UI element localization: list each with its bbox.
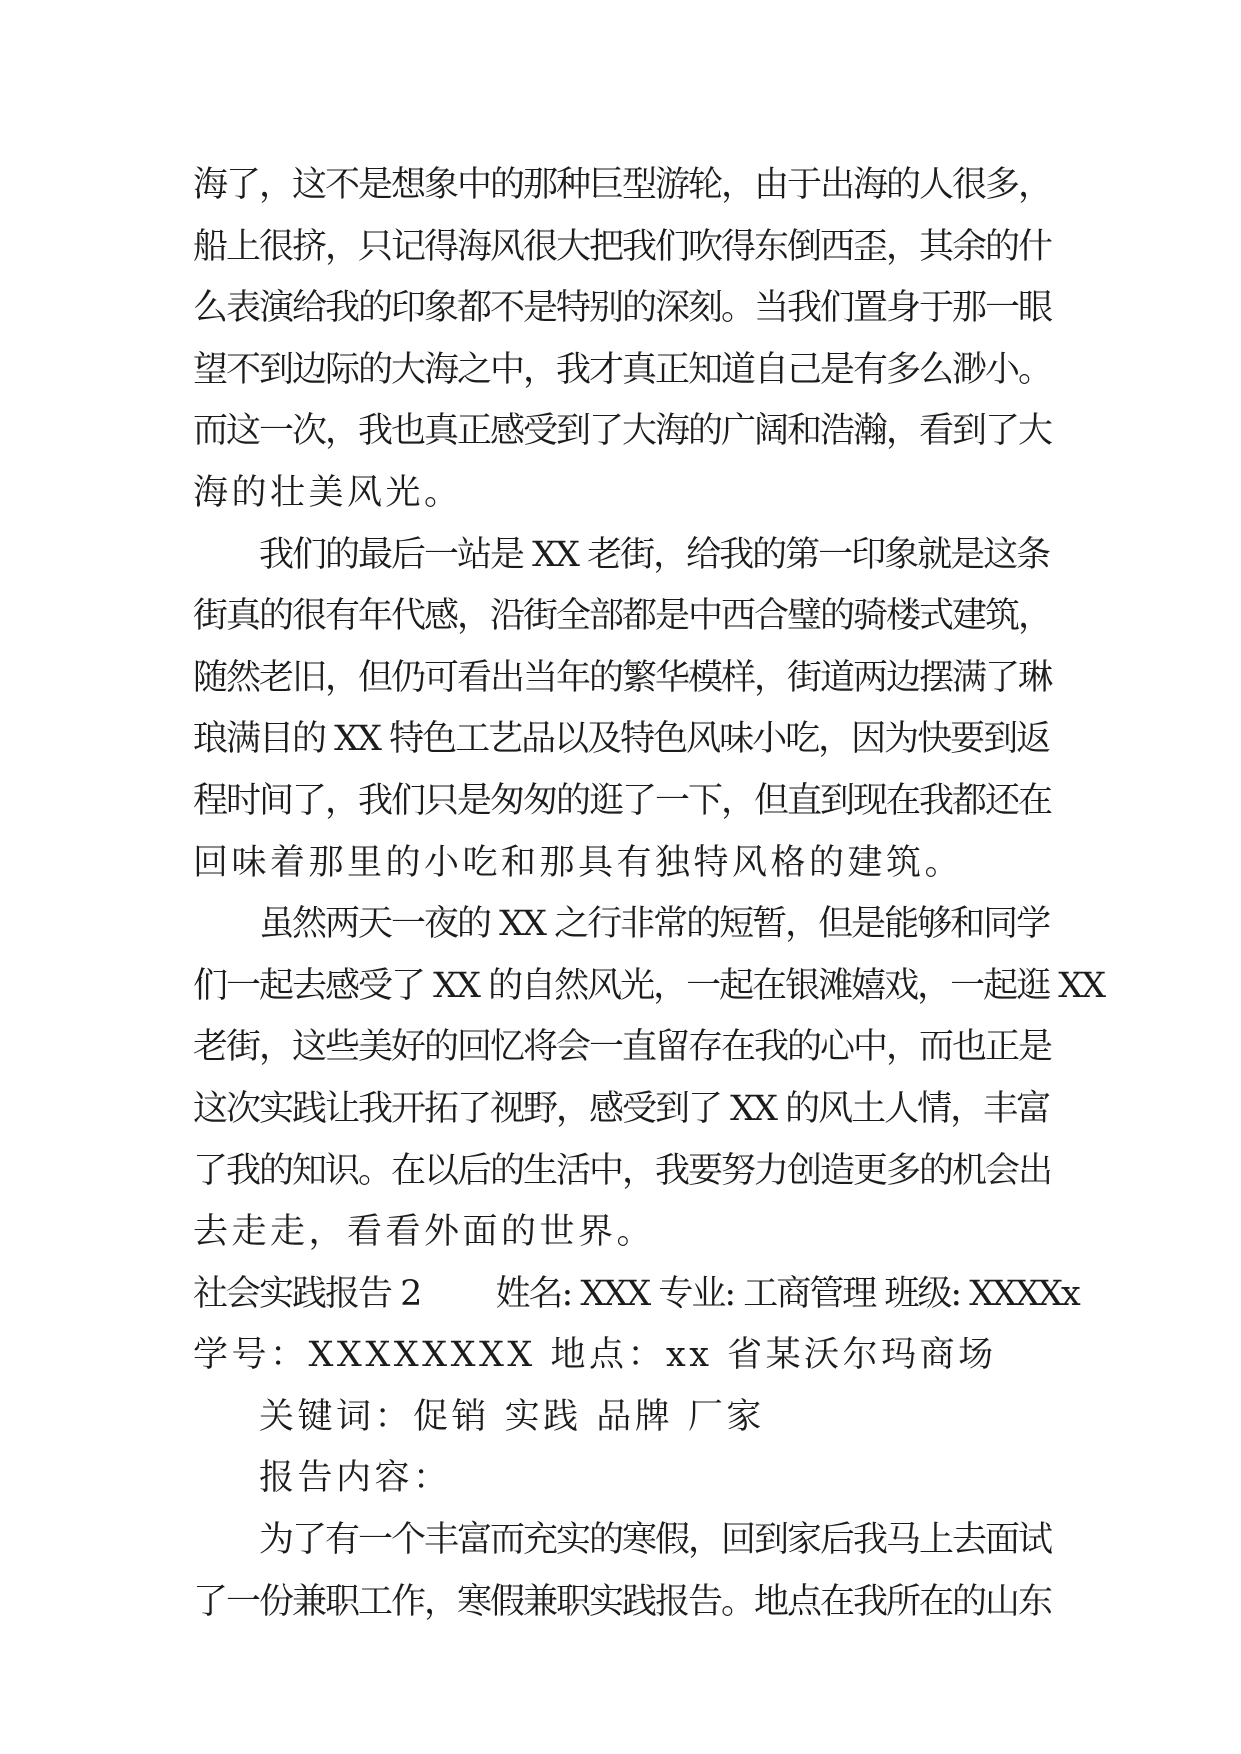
text-line: 关键词：促销 实践 品牌 厂家 bbox=[259, 1396, 765, 1437]
text-line: 海的壮美风光。 bbox=[193, 472, 463, 513]
body-text bbox=[193, 155, 1105, 1633]
text-line: 船上很挤，只记得海风很大把我们吹得东倒西歪，其余的什 bbox=[193, 226, 1052, 267]
text-line: 虽然两天一夜的 XX 之行非常的短暂，但是能够和同学 bbox=[259, 904, 1050, 945]
text-line: 街真的很有年代感，沿街全部都是中西合璧的骑楼式建筑， bbox=[193, 596, 1052, 637]
text-line: 程时间了，我们只是匆匆的逛了一下，但直到现在我都还在 bbox=[193, 780, 1052, 821]
text-line: 回味着那里的小吃和那具有独特风格的建筑。 bbox=[193, 842, 964, 883]
text-line: 这次实践让我开拓了视野，感受到了 XX 的风土人情，丰富 bbox=[193, 1088, 1050, 1129]
text-line: 我们的最后一站是 XX 老街，给我的第一印象就是这条 bbox=[259, 534, 1050, 575]
text-line: 么表演给我的印象都不是特别的深刻。当我们置身于那一眼 bbox=[193, 288, 1052, 329]
text-line: 了一份兼职工作，寒假兼职实践报告。地点在我所在的山东 bbox=[193, 1581, 1052, 1622]
text-line: 海了，这不是想象中的那种巨型游轮，由于出海的人很多， bbox=[193, 165, 1052, 205]
text-line: 为了有一个丰富而充实的寒假，回到家后我马上去面试 bbox=[259, 1520, 1052, 1561]
text-line: 去走走，看看外面的世界。 bbox=[193, 1212, 656, 1253]
text-line: 学号：XXXXXXXX 地点：xx 省某沃尔玛商场 bbox=[193, 1335, 997, 1376]
text-line: 琅满目的 XX 特色工艺品以及特色风味小吃，因为快要到返 bbox=[193, 719, 1050, 760]
text-line: 了我的知识。在以后的生活中，我要努力创造更多的机会出 bbox=[193, 1150, 1052, 1191]
text-line: 随然老旧，但仍可看出当年的繁华模样，街道两边摆满了琳 bbox=[193, 657, 1052, 698]
text-line: 报告内容： bbox=[259, 1458, 452, 1499]
text-line: 而这一次，我也真正感受到了大海的广阔和浩瀚，看到了大 bbox=[193, 411, 1052, 452]
text-line: 老街，这些美好的回忆将会一直留存在我的心中，而也正是 bbox=[193, 1027, 1052, 1068]
text-line: 望不到边际的大海之中，我才真正知道自己是有多么渺小。 bbox=[193, 349, 1052, 390]
text-line: 社会实践报告 2 姓名: XXX 专业: 工商管理 班级: XXXXx bbox=[193, 1273, 1079, 1314]
text-line: 们一起去感受了 XX 的自然风光，一起在银滩嬉戏，一起逛 XX bbox=[193, 965, 1105, 1006]
